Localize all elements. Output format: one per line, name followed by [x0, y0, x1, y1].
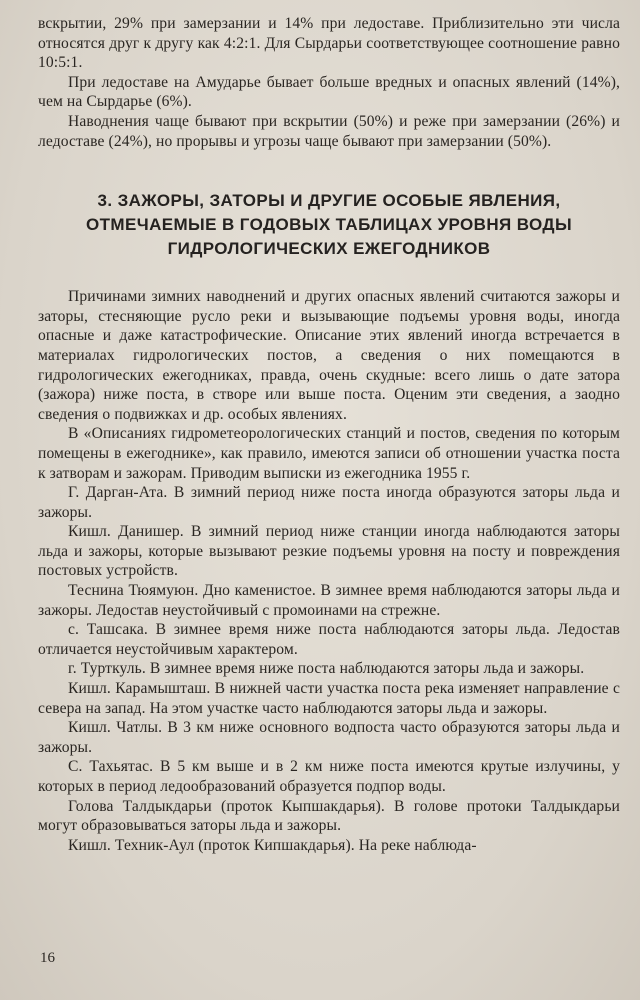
entry-taldykdarya: Голова Талдыкдарьи (проток Кыпшакдарья). В голове протоки Талдыкдарьи могут образовываться заторы льда и зажоры. — [38, 797, 620, 835]
paragraph-floods: Наводнения чаще бывают при вскрытии (50%) и реже при замерзании (26%) и ледоставе (24%), но прорывы и угрозы чаще бывают при замерзании (50%). — [38, 112, 620, 150]
section-heading-line-3: ГИДРОЛОГИЧЕСКИХ ЕЖЕГОДНИКОВ — [167, 239, 491, 259]
paragraph-descriptions: В «Описаниях гидрометеорологических станций и постов, сведения по которым помещены в ежегоднике», как правило, имеются записи об отношении участка поста к затворам и зажорам. Приводим выписки из ежегодника 1955 г. — [38, 425, 620, 482]
entry-chatly: Кишл. Чатлы. В 3 км ниже основного водпоста часто образуются заторы льда и зажоры. — [38, 719, 620, 756]
paragraph-causes: Причинами зимних наводнений и других опасных явлений считаются зажоры и заторы, стесняющие русло реки и вызывающие подъемы уровня воды, иногда опасные и даже катастрофические. Описание этих явлений иногда встречается в материалах гидрологических постов, а сведения о них помещаются в гидрологических ежегодниках, правда, очень скудные: всего лишь о дате затора (зажора) ниже поста, в створе или выше поста. Оценим эти сведения, а заодно сведения о подвижках и др. особых явлениях. — [38, 288, 620, 423]
entry-danisher: Кишл. Данишер. В зимний период ниже станции иногда наблюдаются заторы льда и зажоры, которые вызывают резкие подъемы уровня на посту и повреждения постовых устройств. — [38, 523, 620, 580]
entry-tekhnik-aul: Кишл. Техник-Аул (проток Кипшакдарья). На реке наблюда- — [68, 836, 477, 854]
section-heading-line-1: 3. ЗАЖОРЫ, ЗАТОРЫ И ДРУГИЕ ОСОБЫЕ ЯВЛЕНИЯ, — [97, 191, 561, 211]
paragraph-ice-cover: При ледоставе на Амударье бывает больше вредных и опасных явлений (14%), чем на Сырдарье (6%). — [38, 73, 620, 111]
entry-tashsaka: с. Ташсака. В зимнее время ниже поста наблюдаются заторы льда. Ледостав отличается неустойчивым характером. — [38, 621, 620, 658]
entry-tyuyamuyun: Теснина Тюямуюн. Дно каменистое. В зимнее время наблюдаются заторы льда и зажоры. Ледостав неустойчивый с промоинами на стрежне. — [38, 582, 620, 619]
entry-takhyatas: С. Тахьятас. В 5 км выше и в 2 км ниже поста имеются крутые излучины, у которых в период ледообразований образуется подпор воды. — [38, 758, 620, 795]
paragraph-continuation: вскрытии, 29% при замерзании и 14% при ледоставе. Приблизительно эти числа относятся друг к другу как 4:2:1. Для Сырдарьи соответствующее соотношение равно 10:5:1. — [38, 15, 620, 72]
section-heading — [38, 189, 620, 261]
page-number: 16 — [40, 950, 55, 966]
entry-dargan-ata: Г. Дарган-Ата. В зимний период ниже поста иногда образуются заторы льда и зажоры. — [38, 484, 620, 521]
entry-karamyshtash: Кишл. Карамышташ. В нижней части участка поста река изменяет направление с севера на запад. На этом участке часто наблюдаются заторы льда и зажоры. — [38, 680, 620, 717]
entry-turtkul: г. Турткуль. В зимнее время ниже поста наблюдаются заторы льда и зажоры. — [68, 660, 585, 678]
section-heading-line-2: ОТМЕЧАЕМЫЕ В ГОДОВЫХ ТАБЛИЦАХ УРОВНЯ ВОДЫ — [86, 215, 572, 235]
